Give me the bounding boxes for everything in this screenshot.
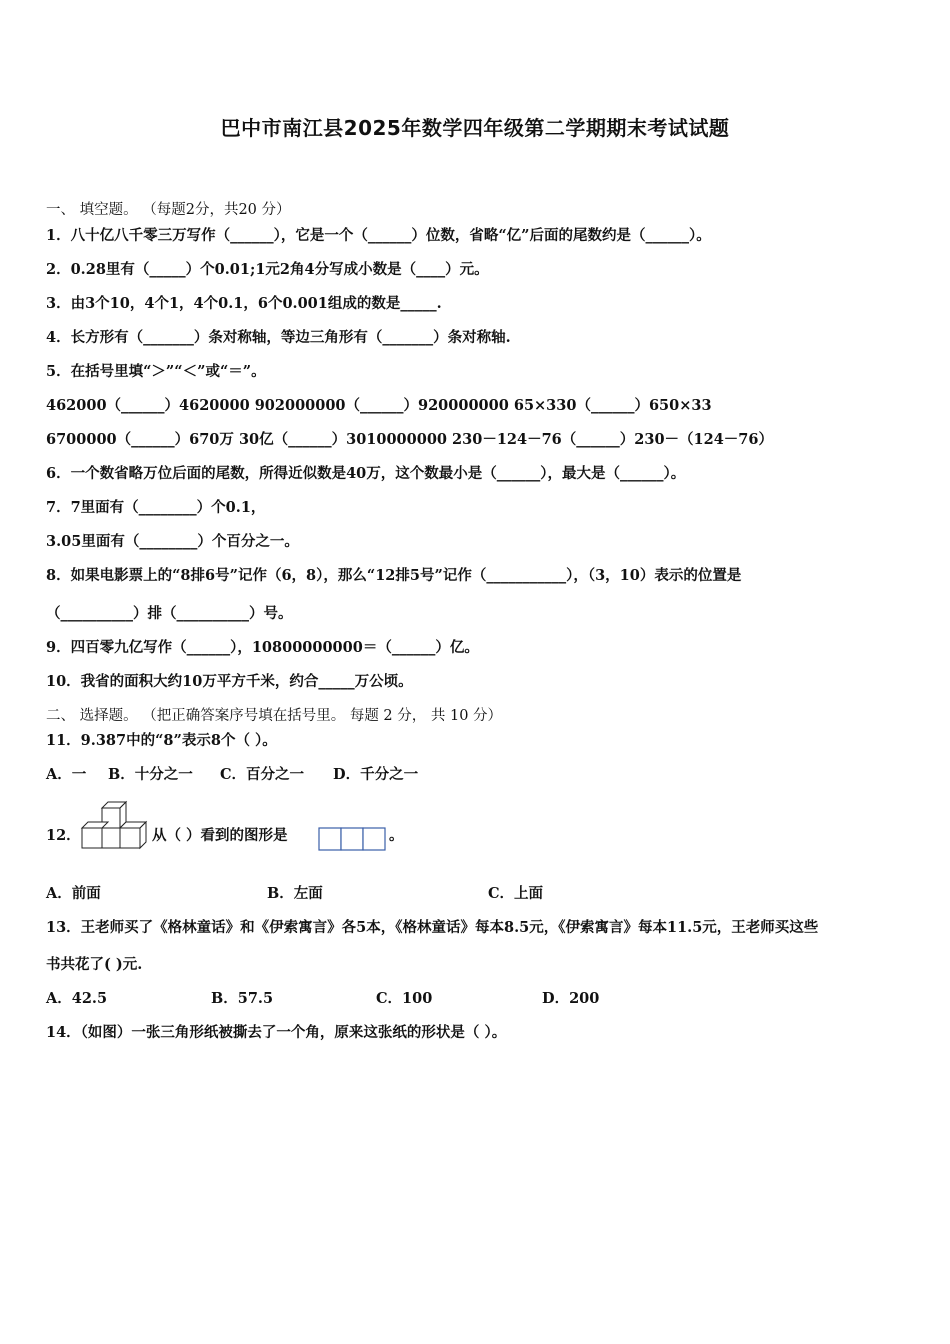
q13-option-d: D．200 <box>542 990 600 1007</box>
question-5-row-a: 462000（______）4620000 902000000（______）920000000 65×330（______）650×33 <box>46 397 712 414</box>
q11-option-b: B．十分之一 <box>108 766 193 783</box>
question-4: 4．长方形有（_______）条对称轴，等边三角形有（_______）条对称轴. <box>46 329 511 346</box>
question-8-line-1: 8．如果电影票上的“8排6号”记作（6，8），那么“12排5号”记作（___________），（3，10）表示的位置是 <box>46 567 742 584</box>
question-9: 9．四百零九亿写作（______），10800000000＝（______）亿。 <box>46 639 479 656</box>
q13-option-c: C．100 <box>376 990 433 1007</box>
q11-option-c: C．百分之一 <box>220 766 305 783</box>
question-6: 6．一个数省略万位后面的尾数，所得近似数是40万，这个数最小是（______），最大是（______）。 <box>46 465 686 482</box>
section-choice-header: 二、 选择题。 （把正确答案序号填在括号里。 每题 2 分， 共 10 分） <box>46 708 503 724</box>
question-8-line-2: （__________）排（__________）号。 <box>46 605 293 622</box>
question-7-part-b: 3.05里面有（________）个百分之一。 <box>46 533 299 550</box>
question-10: 10．我省的面积大约10万平方千米，约合_____万公顷。 <box>46 673 413 690</box>
q12-option-c: C．上面 <box>488 885 544 902</box>
question-12-text: 从（ ）看到的图形是 <box>152 827 288 844</box>
q12-option-a: A．前面 <box>46 885 101 902</box>
page-title: 巴中市南江县2025年数学四年级第二学期期末考试试题 <box>220 116 730 140</box>
question-12-end: 。 <box>389 827 404 844</box>
section-fill-blank-header: 一、 填空题。 （每题2分，共20 分） <box>46 202 291 218</box>
question-12-number: 12． <box>46 827 81 844</box>
question-12 <box>46 798 466 854</box>
question-1: 1．八十亿八千零三万写作（______），它是一个（______）位数，省略“亿”后面的尾数约是（______）。 <box>46 227 711 244</box>
question-2: 2．0.28里有（_____）个0.01;1元2角4分写成小数是（____）元。 <box>46 261 489 278</box>
question-11: 11．9.387中的“8”表示8个（ ）。 <box>46 732 277 749</box>
q13-option-b: B．57.5 <box>211 990 274 1007</box>
question-13-line-2: 书共花了( )元. <box>46 956 143 973</box>
q13-option-a: A．42.5 <box>46 990 108 1007</box>
q11-option-d: D．千分之一 <box>333 766 419 783</box>
question-5-row-b: 6700000（______）670万 30亿（______）3010000000 230－124－76（______）230－（124－76） <box>46 431 773 448</box>
three-squares-icon <box>318 827 388 851</box>
q12-option-b: B．左面 <box>267 885 323 902</box>
question-5: 5．在括号里填“＞”“＜”或“＝”。 <box>46 363 266 380</box>
question-14: 14．（如图）一张三角形纸被撕去了一个角，原来这张纸的形状是（ ）。 <box>46 1024 507 1041</box>
q11-option-a: A．一 <box>46 766 87 783</box>
question-13-line-1: 13．王老师买了《格林童话》和《伊索寓言》各5本，《格林童话》每本8.5元，《伊索寓言》每本11.5元，王老师买这些 <box>46 919 819 936</box>
cube-stack-icon <box>80 800 148 850</box>
question-7-part-a: 7．7里面有（________）个0.1， <box>46 499 266 516</box>
question-3: 3．由3个10，4个1，4个0.1，6个0.001组成的数是_____. <box>46 295 442 312</box>
